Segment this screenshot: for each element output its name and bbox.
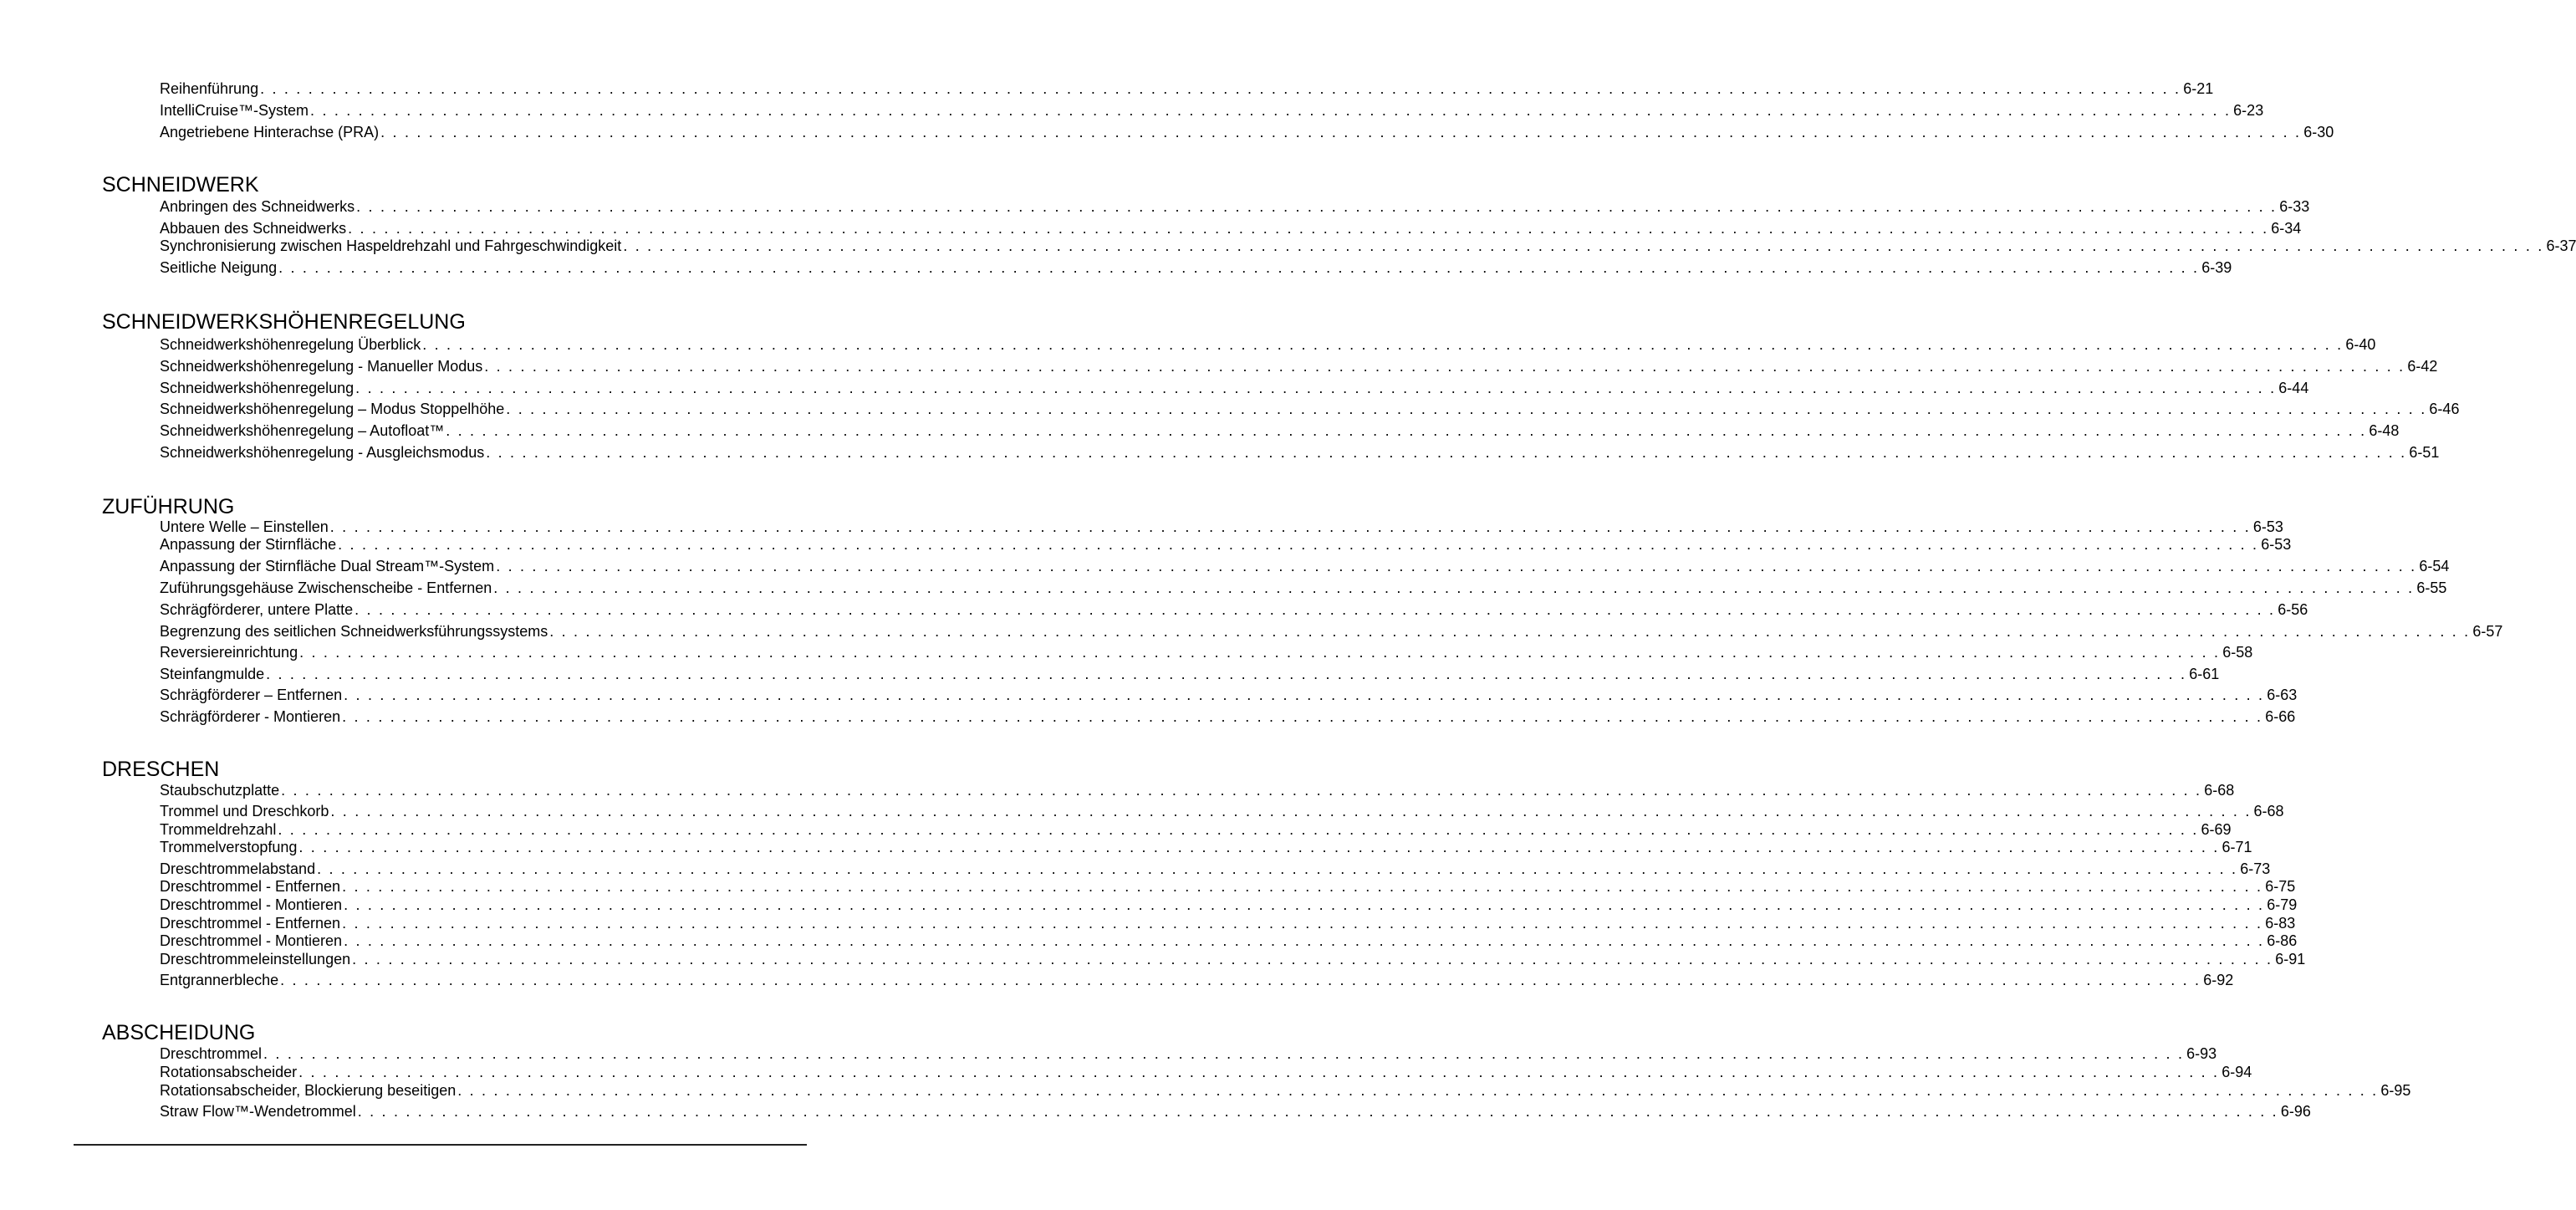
toc-entry[interactable] <box>160 820 2232 839</box>
toc-entry-title: Entgrannerbleche <box>160 972 279 988</box>
toc-entry[interactable] <box>160 1102 2311 1121</box>
toc-entry-title: Trommelverstopfung <box>160 839 298 855</box>
dot-leader: . . . . . . . . . . . . . . . . . . . . . . . . . . . . . . . . . . . . . . . . . . . . . . . . . . . . . . . . . . . . . . . . . . . . . . . . . . . . . . . . . . . . . . . . . . . . . . . . . . . . . . . . . . . . . . . . . . . . . . . . . . . . . . . . . . . . . . . . . . . . . . . . . . . . . . . . . . . . . . . . <box>342 708 2263 725</box>
toc-entry-title: Dreschtrommeleinstellungen <box>160 951 351 967</box>
toc-entry-title: Anpassung der Stirnfläche <box>160 536 337 553</box>
toc-entry-page-number: 6-73 <box>2240 860 2271 877</box>
toc-entry[interactable] <box>160 860 2271 878</box>
section-heading: DRESCHEN <box>102 758 220 781</box>
toc-entry-title: Schneidwerkshöhenregelung <box>160 380 355 396</box>
toc-entry-page-number: 6-92 <box>2203 972 2234 988</box>
toc-entry-title: Steinfangmulde <box>160 666 265 682</box>
toc-entry-page-number: 6-71 <box>2221 839 2252 855</box>
section-heading: SCHNEIDWERKSHÖHENREGELUNG <box>102 310 466 334</box>
dot-leader: . . . . . . . . . . . . . . . . . . . . . . . . . . . . . . . . . . . . . . . . . . . . . . . . . . . . . . . . . . . . . . . . . . . . . . . . . . . . . . . . . . . . . . . . . . . . . . . . . . . . . . . . . . . . . . . . . . . . . . . . . . . . . . . . . . . . . . . . . . . . . . . . . . . . . . . . . . . . . . . . <box>298 839 2220 855</box>
toc-entry-title: Begrenzung des seitlichen Schneidwerksführungssystems <box>160 623 548 640</box>
toc-entry-title: Zuführungsgehäuse Zwischenscheibe - Entfernen <box>160 579 492 596</box>
toc-entry-page-number: 6-95 <box>2380 1082 2411 1099</box>
toc-entry[interactable] <box>160 379 2309 397</box>
dot-leader: . . . . . . . . . . . . . . . . . . . . . . . . . . . . . . . . . . . . . . . . . . . . . . . . . . . . . . . . . . . . . . . . . . . . . . . . . . . . . . . . . . . . . . . . . . . . . . . . . . . . . . . . . . . . . . . . . . . . . . . . . . . . . . . . . . . . . . . . . . . . . . . . . . . . . . . . . . . . . . . . <box>486 444 2407 461</box>
toc-entry-title: Straw Flow™-Wendetrommel <box>160 1103 356 1120</box>
dot-leader: . . . . . . . . . . . . . . . . . . . . . . . . . . . . . . . . . . . . . . . . . . . . . . . . . . . . . . . . . . . . . . . . . . . . . . . . . . . . . . . . . . . . . . . . . . . . . . . . . . . . . . . . . . . . . . . . . . . . . . . . . . . . . . . . . . . . . . . . . . . . . . . . . . . . . . . . . . . . . . . . <box>317 860 2238 877</box>
toc-entry-title: IntelliCruise™-System <box>160 102 309 119</box>
toc-entry-page-number: 6-53 <box>2261 536 2292 553</box>
dot-leader: . . . . . . . . . . . . . . . . . . . . . . . . . . . . . . . . . . . . . . . . . . . . . . . . . . . . . . . . . . . . . . . . . . . . . . . . . . . . . . . . . . . . . . . . . . . . . . . . . . . . . . . . . . . . . . . . . . . . . . . . . . . . . . . . . . . . . . . . . . . . . . . . . . . . . . . . . . . . . . . . <box>342 878 2263 895</box>
dot-leader: . . . . . . . . . . . . . . . . . . . . . . . . . . . . . . . . . . . . . . . . . . . . . . . . . . . . . . . . . . . . . . . . . . . . . . . . . . . . . . . . . . . . . . . . . . . . . . . . . . . . . . . . . . . . . . . . . . . . . . . . . . . . . . . . . . . . . . . . . . . . . . . . . . . . . . . . . . . . . . . . <box>342 915 2263 932</box>
toc-entry[interactable] <box>160 802 2284 820</box>
toc-entry-title: Dreschtrommel <box>160 1045 263 1062</box>
toc-entry-page-number: 6-37 <box>2546 237 2576 254</box>
toc-entry[interactable] <box>160 237 2576 255</box>
dot-leader: . . . . . . . . . . . . . . . . . . . . . . . . . . . . . . . . . . . . . . . . . . . . . . . . . . . . . . . . . . . . . . . . . . . . . . . . . . . . . . . . . . . . . . . . . . . . . . . . . . . . . . . . . . . . . . . . . . . . . . . . . . . . . . . . . . . . . . . . . . . . . . . . . . . . . . . . . . . . . . . . <box>496 558 2417 574</box>
toc-entry-page-number: 6-86 <box>2267 932 2298 949</box>
toc-entry-page-number: 6-75 <box>2265 878 2296 895</box>
toc-entry-title: Reihenführung <box>160 80 259 97</box>
toc-entry-title: Schneidwerkshöhenregelung Überblick <box>160 336 421 353</box>
toc-entry-page-number: 6-68 <box>2253 803 2284 819</box>
toc-entry[interactable] <box>160 877 2296 896</box>
toc-entry-title: Dreschtrommel - Entfernen <box>160 915 341 932</box>
dot-leader: . . . . . . . . . . . . . . . . . . . . . . . . . . . . . . . . . . . . . . . . . . . . . . . . . . . . . . . . . . . . . . . . . . . . . . . . . . . . . . . . . . . . . . . . . . . . . . . . . . . . . . . . . . . . . . . . . . . . . . . . . . . . . . . . . . . . . . . . . . . . . . . . . . . . . . . . . . . . . . . . <box>380 124 2302 140</box>
toc-entry-title: Dreschtrommelabstand <box>160 860 316 877</box>
toc-entry-page-number: 6-63 <box>2267 687 2298 703</box>
toc-entry-page-number: 6-54 <box>2419 558 2450 574</box>
toc-entry-title: Anbringen des Schneidwerks <box>160 198 355 215</box>
toc-entry-page-number: 6-53 <box>2252 518 2283 535</box>
toc-entry-title: Abbauen des Schneidwerks <box>160 220 347 237</box>
toc-entry[interactable] <box>160 79 2214 98</box>
dot-leader: . . . . . . . . . . . . . . . . . . . . . . . . . . . . . . . . . . . . . . . . . . . . . . . . . . . . . . . . . . . . . . . . . . . . . . . . . . . . . . . . . . . . . . . . . . . . . . . . . . . . . . . . . . . . . . . . . . . . . . . . . . . . . . . . . . . . . . . . . . . . . . . . . . . . . . . . . . . . . . . . <box>298 1064 2220 1080</box>
toc-entry[interactable] <box>160 643 2253 661</box>
dot-leader: . . . . . . . . . . . . . . . . . . . . . . . . . . . . . . . . . . . . . . . . . . . . . . . . . . . . . . . . . . . . . . . . . . . . . . . . . . . . . . . . . . . . . . . . . . . . . . . . . . . . . . . . . . . . . . . . . . . . . . . . . . . . . . . . . . . . . . . . . . . . . . . . . . . . . . . . . . . . . . . . <box>329 518 2251 535</box>
toc-entry[interactable] <box>160 622 2503 641</box>
toc-entry[interactable] <box>160 971 2234 989</box>
toc-entry-title: Rotationsabscheider <box>160 1064 298 1080</box>
toc-entry-page-number: 6-66 <box>2265 708 2296 725</box>
section-heading: ZUFÜHRUNG <box>102 495 235 518</box>
toc-entry-title: Reversiereinrichtung <box>160 644 298 661</box>
toc-entry[interactable] <box>160 219 2302 237</box>
dot-leader: . . . . . . . . . . . . . . . . . . . . . . . . . . . . . . . . . . . . . . . . . . . . . . . . . . . . . . . . . . . . . . . . . . . . . . . . . . . . . . . . . . . . . . . . . . . . . . . . . . . . . . . . . . . . . . . . . . . . . . . . . . . . . . . . . . . . . . . . . . . . . . . . . . . . . . . . . . . . . . . . <box>263 1045 2185 1062</box>
toc-entry-title: Staubschutzplatte <box>160 782 280 799</box>
toc-entry-page-number: 6-51 <box>2409 444 2440 461</box>
footer-rule <box>74 1144 807 1146</box>
dot-leader: . . . . . . . . . . . . . . . . . . . . . . . . . . . . . . . . . . . . . . . . . . . . . . . . . . . . . . . . . . . . . . . . . . . . . . . . . . . . . . . . . . . . . . . . . . . . . . . . . . . . . . . . . . . . . . . . . . . . . . . . . . . . . . . . . . . . . . . . . . . . . . . . . . . . . . . . . . . . . . . . <box>506 401 2427 417</box>
dot-leader: . . . . . . . . . . . . . . . . . . . . . . . . . . . . . . . . . . . . . . . . . . . . . . . . . . . . . . . . . . . . . . . . . . . . . . . . . . . . . . . . . . . . . . . . . . . . . . . . . . . . . . . . . . . . . . . . . . . . . . . . . . . . . . . . . . . . . . . . . . . . . . . . . . . . . . . . . . . . . . . . <box>357 1103 2278 1120</box>
toc-entry-page-number: 6-91 <box>2275 951 2306 967</box>
toc-entry-title: Schrägförderer - Montieren <box>160 708 341 725</box>
toc-entry[interactable] <box>160 1063 2252 1081</box>
toc-entry-title: Trommeldrehzahl <box>160 821 277 838</box>
dot-leader: . . . . . . . . . . . . . . . . . . . . . . . . . . . . . . . . . . . . . . . . . . . . . . . . . . . . . . . . . . . . . . . . . . . . . . . . . . . . . . . . . . . . . . . . . . . . . . . . . . . . . . . . . . . . . . . . . . . . . . . . . . . . . . . . . . . . . . . . . . . . . . . . . . . . . . . . . . . . . . . . <box>310 102 2232 119</box>
toc-entry-title: Dreschtrommel - Entfernen <box>160 878 341 895</box>
toc-entry-title: Schneidwerkshöhenregelung - Manueller Modus <box>160 358 483 375</box>
toc-entry-title: Schneidwerkshöhenregelung – Modus Stoppelhöhe <box>160 401 505 417</box>
dot-leader: . . . . . . . . . . . . . . . . . . . . . . . . . . . . . . . . . . . . . . . . . . . . . . . . . . . . . . . . . . . . . . . . . . . . . . . . . . . . . . . . . . . . . . . . . . . . . . . . . . . . . . . . . . . . . . . . . . . . . . . . . . . . . . . . . . . . . . . . . . . . . . . . . . . . . . . . . . . . . . . . <box>278 259 2200 276</box>
toc-entry[interactable] <box>160 665 2220 683</box>
toc-entry[interactable] <box>160 686 2298 704</box>
toc-entry-page-number: 6-58 <box>2222 644 2253 661</box>
dot-leader: . . . . . . . . . . . . . . . . . . . . . . . . . . . . . . . . . . . . . . . . . . . . . . . . . . . . . . . . . . . . . . . . . . . . . . . . . . . . . . . . . . . . . . . . . . . . . . . . . . . . . . . . . . . . . . . . . . . . . . . . . . . . . . . . . . . . . . . . . . . . . . . . . . . . . . . . . . . . . . . . <box>299 644 2221 661</box>
toc-entry-title: Dreschtrommel - Montieren <box>160 932 343 949</box>
toc-entry-title: Untere Welle – Einstellen <box>160 518 329 535</box>
section-heading: ABSCHEIDUNG <box>102 1021 256 1044</box>
toc-entry-page-number: 6-83 <box>2265 915 2296 932</box>
toc-entry-title: Schneidwerkshöhenregelung - Ausgleichsmodus <box>160 444 485 461</box>
dot-leader: . . . . . . . . . . . . . . . . . . . . . . . . . . . . . . . . . . . . . . . . . . . . . . . . . . . . . . . . . . . . . . . . . . . . . . . . . . . . . . . . . . . . . . . . . . . . . . . . . . . . . . . . . . . . . . . . . . . . . . . . . . . . . . . . . . . . . . . . . . . . . . . . . . . . . . . . . . . . . . . . <box>623 237 2544 254</box>
toc-entry-page-number: 6-57 <box>2472 623 2503 640</box>
toc-entry[interactable] <box>160 335 2376 354</box>
dot-leader: . . . . . . . . . . . . . . . . . . . . . . . . . . . . . . . . . . . . . . . . . . . . . . . . . . . . . . . . . . . . . . . . . . . . . . . . . . . . . . . . . . . . . . . . . . . . . . . . . . . . . . . . . . . . . . . . . . . . . . . . . . . . . . . . . . . . . . . . . . . . . . . . . . . . . . . . . . . . . . . . <box>330 803 2252 819</box>
toc-entry-page-number: 6-33 <box>2279 198 2310 215</box>
toc-entry[interactable] <box>160 579 2447 597</box>
toc-entry[interactable] <box>160 914 2296 932</box>
toc-entry-title: Trommel und Dreschkorb <box>160 803 329 819</box>
toc-entry[interactable] <box>160 896 2298 914</box>
toc-entry[interactable] <box>160 421 2400 440</box>
toc-entry-title: Schrägförderer, untere Platte <box>160 601 354 618</box>
toc-entry-page-number: 6-69 <box>2201 821 2232 838</box>
toc-entry-page-number: 6-79 <box>2267 896 2298 913</box>
dot-leader: . . . . . . . . . . . . . . . . . . . . . . . . . . . . . . . . . . . . . . . . . . . . . . . . . . . . . . . . . . . . . . . . . . . . . . . . . . . . . . . . . . . . . . . . . . . . . . . . . . . . . . . . . . . . . . . . . . . . . . . . . . . . . . . . . . . . . . . . . . . . . . . . . . . . . . . . . . . . . . . . <box>344 896 2265 913</box>
toc-entry[interactable] <box>160 838 2252 856</box>
dot-leader: . . . . . . . . . . . . . . . . . . . . . . . . . . . . . . . . . . . . . . . . . . . . . . . . . . . . . . . . . . . . . . . . . . . . . . . . . . . . . . . . . . . . . . . . . . . . . . . . . . . . . . . . . . . . . . . . . . . . . . . . . . . . . . . . . . . . . . . . . . . . . . . . . . . . . . . . . . . . . . . . <box>446 422 2367 439</box>
dot-leader: . . . . . . . . . . . . . . . . . . . . . . . . . . . . . . . . . . . . . . . . . . . . . . . . . . . . . . . . . . . . . . . . . . . . . . . . . . . . . . . . . . . . . . . . . . . . . . . . . . . . . . . . . . . . . . . . . . . . . . . . . . . . . . . . . . . . . . . . . . . . . . . . . . . . . . . . . . . . . . . . <box>356 198 2278 215</box>
toc-entry[interactable] <box>160 600 2308 619</box>
toc-entry-title: Synchronisierung zwischen Haspeldrehzahl und Fahrgeschwindigkeit <box>160 237 622 254</box>
dot-leader: . . . . . . . . . . . . . . . . . . . . . . . . . . . . . . . . . . . . . . . . . . . . . . . . . . . . . . . . . . . . . . . . . . . . . . . . . . . . . . . . . . . . . . . . . . . . . . . . . . . . . . . . . . . . . . . . . . . . . . . . . . . . . . . . . . . . . . . . . . . . . . . . . . . . . . . . . . . . . . . . <box>484 358 2405 375</box>
dot-leader: . . . . . . . . . . . . . . . . . . . . . . . . . . . . . . . . . . . . . . . . . . . . . . . . . . . . . . . . . . . . . . . . . . . . . . . . . . . . . . . . . . . . . . . . . . . . . . . . . . . . . . . . . . . . . . . . . . . . . . . . . . . . . . . . . . . . . . . . . . . . . . . . . . . . . . . . . . . . . . . . <box>352 951 2273 967</box>
dot-leader: . . . . . . . . . . . . . . . . . . . . . . . . . . . . . . . . . . . . . . . . . . . . . . . . . . . . . . . . . . . . . . . . . . . . . . . . . . . . . . . . . . . . . . . . . . . . . . . . . . . . . . . . . . . . . . . . . . . . . . . . . . . . . . . . . . . . . . . . . . . . . . . . . . . . . . . . . . . . . . . . <box>280 972 2201 988</box>
dot-leader: . . . . . . . . . . . . . . . . . . . . . . . . . . . . . . . . . . . . . . . . . . . . . . . . . . . . . . . . . . . . . . . . . . . . . . . . . . . . . . . . . . . . . . . . . . . . . . . . . . . . . . . . . . . . . . . . . . . . . . . . . . . . . . . . . . . . . . . . . . . . . . . . . . . . . . . . . . . . . . . . <box>278 821 2199 838</box>
toc-entry[interactable] <box>160 518 2283 536</box>
toc-entry-title: Schneidwerkshöhenregelung – Autofloat™ <box>160 422 445 439</box>
toc-entry-title: Seitliche Neigung <box>160 259 278 276</box>
toc-entry[interactable] <box>160 1044 2217 1063</box>
toc-entry-page-number: 6-44 <box>2278 380 2309 396</box>
toc-entry[interactable] <box>160 197 2310 216</box>
toc-entry-title: Dreschtrommel - Montieren <box>160 896 343 913</box>
dot-leader: . . . . . . . . . . . . . . . . . . . . . . . . . . . . . . . . . . . . . . . . . . . . . . . . . . . . . . . . . . . . . . . . . . . . . . . . . . . . . . . . . . . . . . . . . . . . . . . . . . . . . . . . . . . . . . . . . . . . . . . . . . . . . . . . . . . . . . . . . . . . . . . . . . . . . . . . . . . . . . . . <box>266 666 2187 682</box>
toc-entry-page-number: 6-55 <box>2416 579 2447 596</box>
toc-entry[interactable] <box>160 258 2232 277</box>
dot-leader: . . . . . . . . . . . . . . . . . . . . . . . . . . . . . . . . . . . . . . . . . . . . . . . . . . . . . . . . . . . . . . . . . . . . . . . . . . . . . . . . . . . . . . . . . . . . . . . . . . . . . . . . . . . . . . . . . . . . . . . . . . . . . . . . . . . . . . . . . . . . . . . . . . . . . . . . . . . . . . . . <box>549 623 2471 640</box>
toc-entry-page-number: 6-30 <box>2303 124 2334 140</box>
toc-entry[interactable] <box>160 123 2334 141</box>
toc-entry[interactable] <box>160 1081 2411 1100</box>
dot-leader: . . . . . . . . . . . . . . . . . . . . . . . . . . . . . . . . . . . . . . . . . . . . . . . . . . . . . . . . . . . . . . . . . . . . . . . . . . . . . . . . . . . . . . . . . . . . . . . . . . . . . . . . . . . . . . . . . . . . . . . . . . . . . . . . . . . . . . . . . . . . . . . . . . . . . . . . . . . . . . . . <box>344 932 2265 949</box>
toc-entry[interactable] <box>160 101 2264 120</box>
dot-leader: . . . . . . . . . . . . . . . . . . . . . . . . . . . . . . . . . . . . . . . . . . . . . . . . . . . . . . . . . . . . . . . . . . . . . . . . . . . . . . . . . . . . . . . . . . . . . . . . . . . . . . . . . . . . . . . . . . . . . . . . . . . . . . . . . . . . . . . . . . . . . . . . . . . . . . . . . . . . . . . . <box>493 579 2415 596</box>
toc-entry-page-number: 6-23 <box>2233 102 2264 119</box>
toc-entry-title: Schrägförderer – Entfernen <box>160 687 343 703</box>
section-heading: SCHNEIDWERK <box>102 173 259 197</box>
toc-entry[interactable] <box>160 400 2460 418</box>
dot-leader: . . . . . . . . . . . . . . . . . . . . . . . . . . . . . . . . . . . . . . . . . . . . . . . . . . . . . . . . . . . . . . . . . . . . . . . . . . . . . . . . . . . . . . . . . . . . . . . . . . . . . . . . . . . . . . . . . . . . . . . . . . . . . . . . . . . . . . . . . . . . . . . . . . . . . . . . . . . . . . . . <box>355 601 2276 618</box>
toc-entry-page-number: 6-48 <box>2369 422 2400 439</box>
toc-entry-page-number: 6-68 <box>2204 782 2235 799</box>
dot-leader: . . . . . . . . . . . . . . . . . . . . . . . . . . . . . . . . . . . . . . . . . . . . . . . . . . . . . . . . . . . . . . . . . . . . . . . . . . . . . . . . . . . . . . . . . . . . . . . . . . . . . . . . . . . . . . . . . . . . . . . . . . . . . . . . . . . . . . . . . . . . . . . . . . . . . . . . . . . . . . . . <box>355 380 2277 396</box>
dot-leader: . . . . . . . . . . . . . . . . . . . . . . . . . . . . . . . . . . . . . . . . . . . . . . . . . . . . . . . . . . . . . . . . . . . . . . . . . . . . . . . . . . . . . . . . . . . . . . . . . . . . . . . . . . . . . . . . . . . . . . . . . . . . . . . . . . . . . . . . . . . . . . . . . . . . . . . . . . . . . . . . <box>344 687 2265 703</box>
toc-entry-page-number: 6-93 <box>2186 1045 2217 1062</box>
toc-entry-title: Anpassung der Stirnfläche Dual Stream™-System <box>160 558 495 574</box>
dot-leader: . . . . . . . . . . . . . . . . . . . . . . . . . . . . . . . . . . . . . . . . . . . . . . . . . . . . . . . . . . . . . . . . . . . . . . . . . . . . . . . . . . . . . . . . . . . . . . . . . . . . . . . . . . . . . . . . . . . . . . . . . . . . . . . . . . . . . . . . . . . . . . . . . . . . . . . . . . . . . . . . <box>281 782 2202 799</box>
dot-leader: . . . . . . . . . . . . . . . . . . . . . . . . . . . . . . . . . . . . . . . . . . . . . . . . . . . . . . . . . . . . . . . . . . . . . . . . . . . . . . . . . . . . . . . . . . . . . . . . . . . . . . . . . . . . . . . . . . . . . . . . . . . . . . . . . . . . . . . . . . . . . . . . . . . . . . . . . . . . . . . . <box>422 336 2344 353</box>
dot-leader: . . . . . . . . . . . . . . . . . . . . . . . . . . . . . . . . . . . . . . . . . . . . . . . . . . . . . . . . . . . . . . . . . . . . . . . . . . . . . . . . . . . . . . . . . . . . . . . . . . . . . . . . . . . . . . . . . . . . . . . . . . . . . . . . . . . . . . . . . . . . . . . . . . . . . . . . . . . . . . . . <box>338 536 2259 553</box>
toc-entry[interactable] <box>160 357 2438 375</box>
dot-leader: . . . . . . . . . . . . . . . . . . . . . . . . . . . . . . . . . . . . . . . . . . . . . . . . . . . . . . . . . . . . . . . . . . . . . . . . . . . . . . . . . . . . . . . . . . . . . . . . . . . . . . . . . . . . . . . . . . . . . . . . . . . . . . . . . . . . . . . . . . . . . . . . . . . . . . . . . . . . . . . . <box>348 220 2269 237</box>
toc-entry[interactable] <box>160 535 2292 554</box>
toc-entry[interactable] <box>160 443 2440 462</box>
toc-entry-title: Angetriebene Hinterachse (PRA) <box>160 124 380 140</box>
dot-leader: . . . . . . . . . . . . . . . . . . . . . . . . . . . . . . . . . . . . . . . . . . . . . . . . . . . . . . . . . . . . . . . . . . . . . . . . . . . . . . . . . . . . . . . . . . . . . . . . . . . . . . . . . . . . . . . . . . . . . . . . . . . . . . . . . . . . . . . . . . . . . . . . . . . . . . . . . . . . . . . . <box>457 1082 2379 1099</box>
toc-entry-page-number: 6-94 <box>2221 1064 2252 1080</box>
toc-entry[interactable] <box>160 557 2450 575</box>
toc-entry-title: Rotationsabscheider, Blockierung beseitigen <box>160 1082 457 1099</box>
toc-entry[interactable] <box>160 781 2235 799</box>
toc-entry-page-number: 6-21 <box>2183 80 2214 97</box>
toc-entry-page-number: 6-40 <box>2345 336 2376 353</box>
toc-entry-page-number: 6-61 <box>2189 666 2220 682</box>
dot-leader: . . . . . . . . . . . . . . . . . . . . . . . . . . . . . . . . . . . . . . . . . . . . . . . . . . . . . . . . . . . . . . . . . . . . . . . . . . . . . . . . . . . . . . . . . . . . . . . . . . . . . . . . . . . . . . . . . . . . . . . . . . . . . . . . . . . . . . . . . . . . . . . . . . . . . . . . . . . . . . . . <box>260 80 2181 97</box>
toc-entry[interactable] <box>160 707 2296 726</box>
toc-entry[interactable] <box>160 950 2306 968</box>
toc-entry-page-number: 6-96 <box>2280 1103 2311 1120</box>
toc-entry-page-number: 6-39 <box>2201 259 2232 276</box>
toc-entry-page-number: 6-34 <box>2271 220 2302 237</box>
toc-entry[interactable] <box>160 932 2298 950</box>
toc-entry-page-number: 6-42 <box>2407 358 2438 375</box>
toc-entry-page-number: 6-46 <box>2429 401 2460 417</box>
toc-entry-page-number: 6-56 <box>2278 601 2308 618</box>
